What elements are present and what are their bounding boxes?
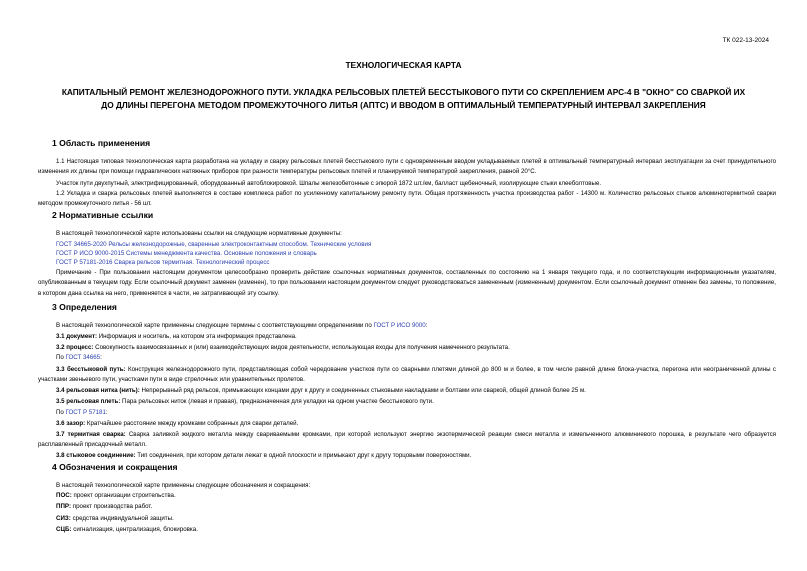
term-3-7	[38, 430, 776, 451]
document-title: ТЕХНОЛОГИЧЕСКАЯ КАРТА	[345, 60, 462, 70]
abbreviation-ppr-term: ППР:	[56, 503, 72, 510]
abbreviation-scb-text: сигнализация, централизация, блокировка.	[71, 526, 198, 533]
section-3-intro	[38, 321, 776, 331]
section-2-heading: 2 Нормативные ссылки	[52, 210, 154, 220]
abbreviation-siz-term: СИЗ:	[56, 515, 71, 522]
term-3-4-name: 3.4 рельсовая нитка (нить):	[56, 387, 140, 394]
term-3-6-name: 3.6 зазор:	[56, 420, 86, 427]
section-2-intro: В настоящей технологической карте использованы ссылки на следующие нормативные документы:	[56, 230, 342, 237]
term-3-1-definition: Информация и носитель, на котором эта информация представлена.	[97, 333, 297, 340]
subtitle-line-1: КАПИТАЛЬНЫЙ РЕМОНТ ЖЕЛЕЗНОДОРОЖНОГО ПУТИ. УКЛАДКА РЕЛЬСОВЫХ ПЛЕТЕЙ БЕССТЫКОВОГО ПУТИ СО СКРЕПЛЕНИЕМ АРС-4 В "ОКНО" СО СВАРКОЙ ИХ	[61, 87, 746, 97]
section-3-heading: 3 Определения	[52, 302, 117, 312]
section-3-intro-colon: :	[425, 322, 428, 329]
section-3-intro-text: В настоящей технологической карте применены следующие термины с соответствующими определениями по	[56, 322, 374, 329]
term-3-6-definition: Кратчайшее расстояние между кромками собранных для сварки деталей.	[85, 420, 299, 427]
section-1-heading: 1 Область применения	[52, 138, 151, 148]
term-3-5-name: 3.5 рельсовая плеть:	[56, 398, 121, 405]
by-gost-34665	[38, 353, 776, 363]
abbreviation-scb	[56, 526, 198, 533]
abbreviation-pos	[56, 492, 176, 499]
section-1-paragraph-3: 1.2 Укладка и сварка рельсовых плетей выполняется в составе комплекса работ по усиленному капитальному ремонту пути. Общая протяженность участка производства работ - 14300 м. Количество рельсовых стыков алюминотермитной сварки методом промежуточного литья - 56 шт.	[38, 190, 776, 208]
by-gost-34665-colon: :	[100, 354, 102, 361]
term-3-1-name: 3.1 документ:	[56, 333, 98, 340]
term-3-5-definition: Пара рельсовых ниток (левая и правая), предназначенная для укладки на одном участке бесстыкового пути.	[120, 398, 434, 405]
term-3-2	[38, 343, 776, 353]
section-4-intro: В настоящей технологической карте применены следующие обозначения и сокращения:	[56, 482, 311, 489]
term-3-3-name: 3.3 бесстыковой путь:	[56, 366, 126, 373]
by-gost-57181-colon: :	[105, 409, 108, 416]
abbreviation-scb-term: СЦБ:	[56, 526, 72, 533]
term-3-8	[38, 451, 776, 461]
term-3-4	[38, 386, 776, 396]
by-gost-57181	[38, 408, 776, 418]
reference-link-gost-57181[interactable]: ГОСТ Р 57181-2016 Сварка рельсов термитная. Технологический процесс	[56, 259, 270, 266]
abbreviation-siz	[56, 515, 174, 522]
section-2-note: Примечание - При пользовании настоящим документом целесообразно проверить действие ссылочных нормативных документов, составленных по состоянию на 1 января текущего года, и по соответствующим информационным указателям, опубликованным в текущем году. Если ссылочный документ заменен (изменен), то при пользовании настоящим документом следует руководствоваться замененным (измененным) документом. Если ссылочный документ отменен без замены, то положение, в котором дана ссылка на него, применяется в части, не затрагивающей эту ссылку.	[38, 269, 776, 297]
section-1-paragraph-1: 1.1 Настоящая типовая технологическая карта разработана на укладку и сварку рельсовых плетей бесстыкового пути с одновременным вводом укладываемых плетей в оптимальный температурный интервал эксплуатации за счет принудительного изменения их длины при помощи гидравлических натяжных приборов при разности температуры рельсовых плетей и планируемой температурой закрепления, равной 20°С.	[38, 158, 776, 176]
by-gost-34665-prefix: По	[56, 354, 66, 361]
gost-57181-link[interactable]: ГОСТ Р 57181	[65, 409, 106, 416]
section-4-heading: 4 Обозначения и сокращения	[52, 462, 178, 472]
document-code: ТК 022-13-2024	[722, 37, 769, 44]
term-3-3	[38, 365, 776, 386]
gost-34665-link[interactable]: ГОСТ 34665	[65, 354, 101, 361]
term-3-2-name: 3.2 процесс:	[56, 344, 94, 351]
document-subtitle	[30, 86, 777, 111]
term-3-5	[38, 397, 776, 407]
term-3-6	[38, 419, 776, 429]
abbreviation-siz-text: средства индивидуальной защиты.	[70, 515, 174, 522]
reference-link-gost-iso-9000[interactable]: ГОСТ Р ИСО 9000-2015 Системы менеджмента качества. Основные положения и словарь	[56, 250, 317, 257]
gost-iso-9000-link[interactable]: ГОСТ Р ИСО 9000	[373, 322, 426, 329]
normative-references-list	[56, 240, 371, 267]
section-1-paragraph-2: Участок пути двухпутный, электрифицированный, оборудованный автоблокировкой. Шпалы железобетонные с эпюрой 1872 шт./км, балласт щебеночный, изолирующие стыки клееболтовые.	[56, 180, 602, 187]
term-3-1	[38, 332, 776, 342]
term-3-2-definition: Совокупность взаимосвязанных и (или) взаимодействующих видов деятельности, использующая входы для получения намеченного результата.	[93, 344, 510, 351]
subtitle-line-2: ДО ДЛИНЫ ПЕРЕГОНА МЕТОДОМ ПРОМЕЖУТОЧНОГО ЛИТЬЯ (АПТС) И ВВОДОМ В ОПТИМАЛЬНЫЙ ТЕМПЕРАТУРНЫЙ ИНТЕРВАЛ ЗАКРЕПЛЕНИЯ	[101, 99, 706, 110]
by-gost-57181-prefix: По	[56, 409, 66, 416]
abbreviation-ppr	[56, 503, 152, 510]
reference-link-gost-34665[interactable]: ГОСТ 34665-2020 Рельсы железнодорожные, сваренные электроконтактным способом. Технические условия	[56, 241, 372, 248]
term-3-7-name: 3.7 термитная сварка:	[56, 431, 126, 438]
term-3-4-definition: Непрерывный ряд рельсов, примыкающих концами друг к другу и соединенных стыковыми накладками и болтами или сваркой, общей длиной более 25 м.	[139, 387, 586, 394]
term-3-8-definition: Тип соединения, при котором детали лежат в одной плоскости и примыкают друг к другу торцовыми поверхностями.	[135, 452, 472, 459]
term-3-8-name: 3.8 стыковое соединение:	[56, 452, 136, 459]
term-3-3-definition: Конструкция железнодорожного пути, представляющая собой чередование участков пути со сварными плетями длиной до 800 м и более, в том числе равной длине блока-участка, перегона или неограниченной длины с участками звеньевого пути, участками пути в виде стрелочных или уравнительных пролетов.	[38, 366, 776, 384]
term-3-7-definition: Сварка заливкой жидкого металла между свариваемыми кромками, при которой используют энергию экзотермической реакции смеси металла и измельченного алюминиевого порошка, в результате чего образуется расплавленный присадочный металл.	[38, 431, 776, 449]
abbreviation-pos-text: проект организации строительства.	[71, 492, 176, 499]
abbreviation-ppr-text: проект производства работ.	[71, 503, 153, 510]
abbreviation-pos-term: ПОС:	[56, 492, 72, 499]
